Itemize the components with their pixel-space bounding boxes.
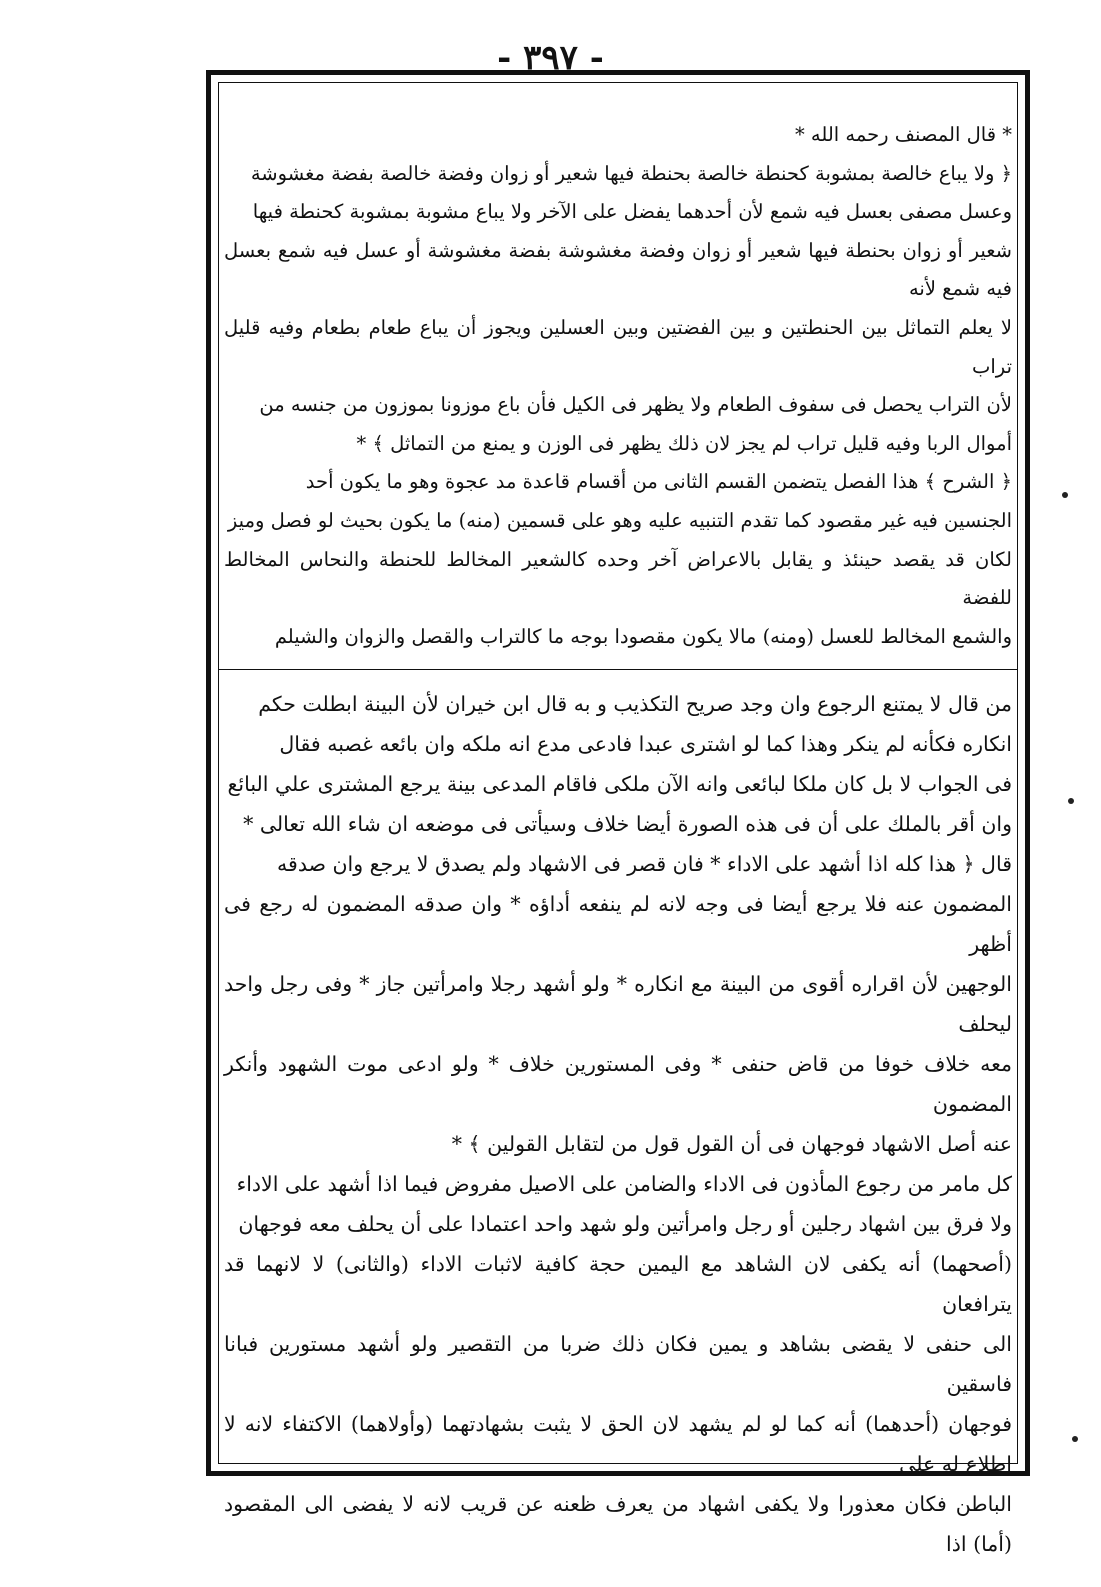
text-line: الباطن فكان معذورا ولا يكفى اشهاد من يعرف ظعنه عن قريب لانه لا يفضى الى المقصود (أما) اذا	[224, 1492, 1012, 1556]
text-line: الى حنفى لا يقضى بشاهد و يمين فكان ذلك ضربا من التقصير ولو أشهد مستورين فبانا فاسقين	[224, 1332, 1012, 1396]
text-line: * قال المصنف رحمه الله *	[794, 123, 1012, 146]
text-line: عنه أصل الاشهاد فوجهان فى أن القول قول من لتقابل القولين ﴾ *	[451, 1132, 1012, 1156]
text-line: لأن التراب يحصل فى سفوف الطعام ولا يظهر فى الكيل فأن باع موزونا بموزون من جنسه من	[259, 393, 1012, 417]
text-line: لا يعلم التماثل بين الحنطتين و بين الفضتين وبين العسلين ويجوز أن يباع طعام بطعام وفيه قليل تراب	[224, 315, 1012, 378]
text-line: من قال لا يمتنع الرجوع وان وجد صريح التكذيب و به قال ابن خيران لأن البينة ابطلت حكم	[258, 692, 1012, 716]
text-line: كل مامر من رجوع المأذون فى الاداء والضامن على الاصيل مفروض فيما اذا أشهد على الاداء	[236, 1172, 1012, 1196]
matn-and-sharh-section	[224, 116, 1012, 656]
text-line: المضمون عنه فلا يرجع أيضا فى وجه لانه لم ينفعه أداؤه * وان صدقه المضمون له رجع فى أظهر	[224, 892, 1012, 956]
text-line: قال ﴿ هذا كله اذا أشهد على الاداء * فان قصر فى الاشهاد ولم يصدق لا يرجع وان صدقه	[277, 852, 1012, 876]
text-line: ﴿ الشرح ﴾ هذا الفصل يتضمن القسم الثانى من أقسام قاعدة مد عجوة وهو ما يكون أحد	[305, 470, 1012, 494]
section-divider	[218, 669, 1018, 670]
scan-speck	[1072, 1436, 1078, 1442]
text-line: ولا فرق بين اشهاد رجلين أو رجل وامرأتين ولو شهد واحد اعتمادا على أن يحلف معه فوجهان	[238, 1212, 1012, 1236]
text-line: لكان قد يقصد حينئذ و يقابل بالاعراض آخر وحده كالشعير المخالط للحنطة والنحاس المخالط للفضة	[224, 547, 1012, 610]
text-line: معه خلاف خوفا من قاض حنفى * وفى المستورين خلاف * ولو ادعى موت الشهود وأنكر المضمون	[224, 1052, 1012, 1116]
text-line: فى الجواب لا بل كان ملكا لبائعى وانه الآن ملكى فاقام المدعى بينة يرجع المشترى علي البائع	[227, 772, 1012, 796]
text-line: وعسل مصفى بعسل فيه شمع لأن أحدهما يفضل على الآخر ولا يباع مشوبة بمشوبة كحنطة فيها	[252, 200, 1012, 224]
text-line: والشمع المخالط للعسل (ومنه) مالا يكون مقصودا بوجه ما كالتراب والقصل والزوان والشيلم	[274, 624, 1012, 648]
text-line: أموال الربا وفيه قليل تراب لم يجز لان ذلك يظهر فى الوزن و يمنع من التماثل ﴾ *	[356, 431, 1012, 455]
text-line: شعير أو زوان بحنطة فيها شعير أو زوان وفضة مغشوشة بفضة مغشوشة أو عسل فيه شمع بعسل فيه شمع لأنه	[224, 238, 1012, 301]
text-line: (أصحهما) أنه يكفى لان الشاهد مع اليمين حجة كافية لاثبات الاداء (والثانى) لا لانهما قد يترافعان	[224, 1252, 1012, 1316]
text-line: الوجهين لأن اقراره أقوى من البينة مع انكاره * ولو أشهد رجلا وامرأتين جاز * وفى رجل واحد ليحلف	[224, 972, 1012, 1036]
commentary-section	[224, 684, 1012, 1564]
text-line: فوجهان (أحدهما) أنه كما لو لم يشهد لان الحق لا يثبت بشهادتهما (وأولاهما) الاكتفاء لانه لا اطلاع له على	[224, 1412, 1012, 1476]
text-line: الجنسين فيه غير مقصود كما تقدم التنبيه عليه وهو على قسمين (منه) ما يكون بحيث لو فصل وميز	[227, 508, 1012, 532]
text-line: انكاره فكأنه لم ينكر وهذا كما لو اشترى عبدا فادعى مدع انه ملكه وان بائعه غصبه فقال	[279, 732, 1012, 756]
text-line: ﴿ ولا يباع خالصة بمشوبة كحنطة خالصة بحنطة فيها شعير أو زوان وفضة خالصة بفضة مغشوشة	[250, 161, 1012, 185]
page-number: - ٣٩٧ -	[497, 38, 604, 78]
scan-speck	[1062, 492, 1068, 498]
text-line: وان أقر بالملك على أن فى هذه الصورة أيضا خلاف وسيأتى فى موضعه ان شاء الله تعالى *	[243, 812, 1012, 836]
scan-speck	[1068, 798, 1074, 804]
